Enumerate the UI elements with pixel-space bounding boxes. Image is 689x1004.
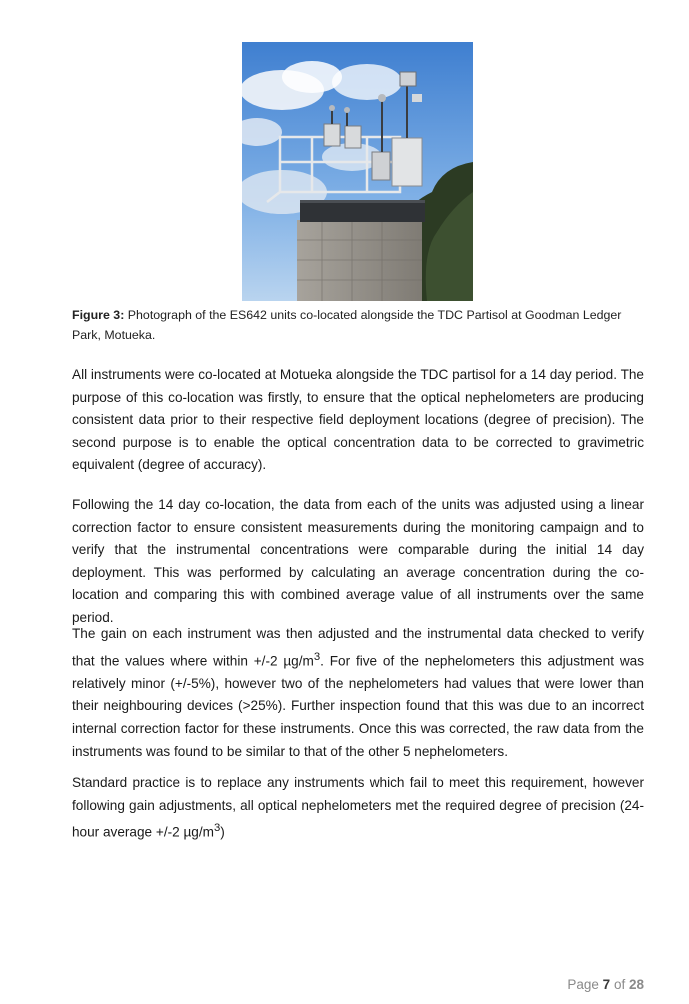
figure-caption-text: Photograph of the ES642 units co-located alongside the TDC Partisol at Goodman Ledger Park, Motueka. [72, 308, 622, 342]
monitoring-station-photo [242, 42, 473, 301]
figure-caption [72, 305, 642, 345]
gain-superscript: 3 [313, 650, 321, 663]
gain-text-end: . For five of the nephelometers this adjustment was relatively minor (+/-5%), however two of the nephelometers had values that were lower than their neighbouring devices (>25%). Further inspection found that this was due to an incorrect internal correction factor for these instruments. Once this was corrected, the raw data from the instruments was found to be similar to that of the other 5 nephelometers. [72, 653, 644, 759]
page-word: Page [567, 977, 599, 992]
paragraph-gain-adjustment [72, 623, 644, 763]
page-footer [567, 977, 644, 992]
page-number: 7 [602, 977, 611, 992]
practice-text-end: ) [220, 824, 225, 840]
total-pages: 28 [628, 977, 644, 992]
paragraph-correction-factor: Following the 14 day co-location, the data from each of the units was adjusted using a linear correction factor to ensure consistent measurements during the monitoring campaign and to verify that the instrumental concentrations were comparable during the initial 14 day deployment. This was performed by calculating an average concentration during the co-location and comparing this with combined average value of all instruments over the same period. [72, 497, 644, 625]
paragraph-colocation-purpose: All instruments were co-located at Motueka alongside the TDC partisol for a 14 day period. The purpose of this co-location was firstly, to ensure that the optical nephelometers are producing consistent data prior to their respective field deployment locations (degree of precision). The second purpose is to enable the optical concentration data to be corrected to gravimetric equivalent (degree of accuracy). [72, 367, 644, 473]
of-word: of [613, 977, 626, 992]
figure-label: Figure 3: [72, 308, 125, 322]
paragraph-standard-practice [72, 772, 644, 844]
practice-text-start: Standard practice is to replace any instruments which fail to meet this requirement, however following gain adjustments, all optical nephelometers met the required degree of precision (24-hour average +/-2 µg/m [72, 775, 644, 840]
practice-superscript: 3 [213, 822, 221, 835]
gain-text-start: The gain on each instrument was then adjusted and the instrumental data checked to verify that the values where within +/-2 µg/m [72, 626, 644, 669]
